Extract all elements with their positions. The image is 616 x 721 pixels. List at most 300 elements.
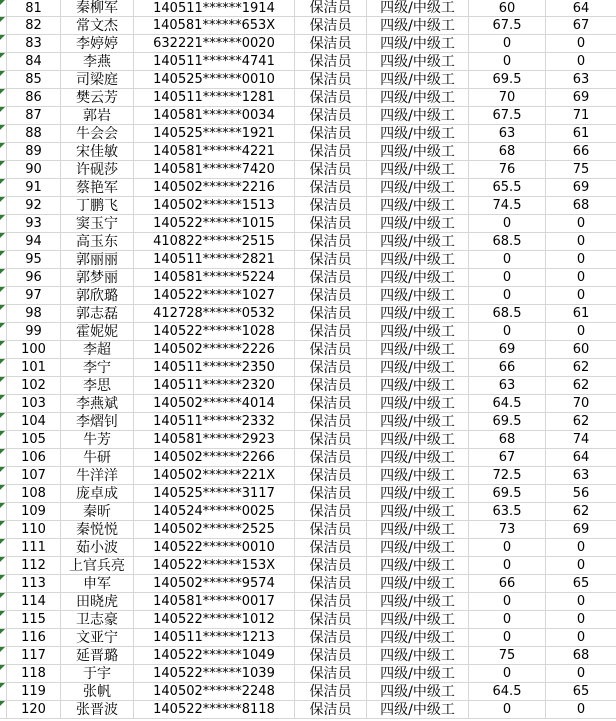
grade-level-cell[interactable]: 四级/中级工	[367, 701, 469, 718]
id-number-cell[interactable]: 140581******0017	[134, 593, 295, 610]
score1-cell[interactable]: 67	[469, 449, 546, 466]
score1-cell[interactable]: 75	[469, 647, 546, 664]
row-number-cell[interactable]: 116	[7, 629, 61, 646]
grade-level-cell[interactable]: 四级/中级工	[367, 539, 469, 556]
id-number-cell[interactable]: 140522******8118	[134, 701, 295, 718]
score1-cell[interactable]: 63.5	[469, 503, 546, 520]
score1-cell[interactable]: 68	[469, 431, 546, 448]
job-title-cell[interactable]: 保洁员	[295, 161, 367, 178]
id-number-cell[interactable]: 140581******4221	[134, 143, 295, 160]
name-cell[interactable]: 延晋璐	[61, 647, 134, 664]
score1-cell[interactable]: 60	[469, 0, 546, 16]
error-indicator-cell[interactable]	[0, 395, 7, 412]
score1-cell[interactable]: 74.5	[469, 197, 546, 214]
error-indicator-cell[interactable]	[0, 467, 7, 484]
row-number-cell[interactable]: 113	[7, 575, 61, 592]
error-indicator-cell[interactable]	[0, 35, 7, 52]
id-number-cell[interactable]: 140502******2216	[134, 179, 295, 196]
row-number-cell[interactable]: 87	[7, 107, 61, 124]
error-indicator-cell[interactable]	[0, 503, 7, 520]
grade-level-cell[interactable]: 四级/中级工	[367, 161, 469, 178]
row-number-cell[interactable]: 118	[7, 665, 61, 682]
error-indicator-cell[interactable]	[0, 341, 7, 358]
grade-level-cell[interactable]: 四级/中级工	[367, 665, 469, 682]
score2-cell[interactable]: 71	[572, 108, 590, 123]
error-indicator-cell[interactable]	[0, 197, 7, 214]
score2-cell[interactable]: 62	[572, 504, 590, 519]
id-number-cell[interactable]: 140581******0034	[134, 107, 295, 124]
name-cell[interactable]: 秦悦悦	[61, 521, 134, 538]
row-number-cell[interactable]: 115	[7, 611, 61, 628]
score1-cell[interactable]: 69	[469, 341, 546, 358]
job-title-cell[interactable]: 保洁员	[295, 53, 367, 70]
id-number-cell[interactable]: 140525******0010	[134, 71, 295, 88]
job-title-cell[interactable]: 保洁员	[295, 215, 367, 232]
job-title-cell[interactable]: 保洁员	[295, 179, 367, 196]
name-cell[interactable]: 郭岩	[61, 107, 134, 124]
name-cell[interactable]: 丁鹏飞	[61, 197, 134, 214]
score1-cell[interactable]: 0	[469, 665, 546, 682]
row-number-cell[interactable]: 91	[7, 179, 61, 196]
score2-cell[interactable]: 0	[576, 216, 586, 231]
score1-cell[interactable]: 0	[469, 611, 546, 628]
score1-cell[interactable]: 0	[469, 53, 546, 70]
score2-cell[interactable]: 61	[572, 306, 590, 321]
job-title-cell[interactable]: 保洁员	[295, 125, 367, 142]
score1-cell[interactable]: 73	[469, 521, 546, 538]
error-indicator-cell[interactable]	[0, 521, 7, 538]
row-number-cell[interactable]: 119	[7, 683, 61, 700]
name-cell[interactable]: 李宁	[61, 359, 134, 376]
error-indicator-cell[interactable]	[0, 0, 7, 16]
score2-cell[interactable]: 0	[576, 234, 586, 249]
job-title-cell[interactable]: 保洁员	[295, 359, 367, 376]
score2-cell[interactable]: 60	[572, 342, 590, 357]
name-cell[interactable]: 牛洋洋	[61, 467, 134, 484]
score2-cell[interactable]: 63	[572, 468, 590, 483]
grade-level-cell[interactable]: 四级/中级工	[367, 431, 469, 448]
grade-level-cell[interactable]: 四级/中级工	[367, 305, 469, 322]
score2-cell[interactable]: 67	[572, 18, 590, 33]
name-cell[interactable]: 李燕	[61, 53, 134, 70]
error-indicator-cell[interactable]	[0, 539, 7, 556]
error-indicator-cell[interactable]	[0, 107, 7, 124]
name-cell[interactable]: 许砚莎	[61, 161, 134, 178]
error-indicator-cell[interactable]	[0, 449, 7, 466]
row-number-cell[interactable]: 98	[7, 305, 61, 322]
score1-cell[interactable]: 72.5	[469, 467, 546, 484]
job-title-cell[interactable]: 保洁员	[295, 557, 367, 574]
id-number-cell[interactable]: 140502******2226	[134, 341, 295, 358]
error-indicator-cell[interactable]	[0, 557, 7, 574]
error-indicator-cell[interactable]	[0, 17, 7, 34]
row-number-cell[interactable]: 86	[7, 89, 61, 106]
row-number-cell[interactable]: 93	[7, 215, 61, 232]
job-title-cell[interactable]: 保洁员	[295, 341, 367, 358]
score1-cell[interactable]: 64.5	[469, 683, 546, 700]
error-indicator-cell[interactable]	[0, 575, 7, 592]
name-cell[interactable]: 郭志磊	[61, 305, 134, 322]
job-title-cell[interactable]: 保洁员	[295, 197, 367, 214]
grade-level-cell[interactable]: 四级/中级工	[367, 683, 469, 700]
score2-cell[interactable]: 0	[576, 288, 586, 303]
id-number-cell[interactable]: 140511******1281	[134, 89, 295, 106]
error-indicator-cell[interactable]	[0, 683, 7, 700]
id-number-cell[interactable]: 140525******3117	[134, 485, 295, 502]
job-title-cell[interactable]: 保洁员	[295, 377, 367, 394]
job-title-cell[interactable]: 保洁员	[295, 629, 367, 646]
job-title-cell[interactable]: 保洁员	[295, 539, 367, 556]
name-cell[interactable]: 秦柳军	[61, 0, 134, 16]
id-number-cell[interactable]: 140511******2320	[134, 377, 295, 394]
row-number-cell[interactable]: 95	[7, 251, 61, 268]
grade-level-cell[interactable]: 四级/中级工	[367, 503, 469, 520]
error-indicator-cell[interactable]	[0, 485, 7, 502]
error-indicator-cell[interactable]	[0, 413, 7, 430]
name-cell[interactable]: 霍妮妮	[61, 323, 134, 340]
name-cell[interactable]: 樊云芳	[61, 89, 134, 106]
job-title-cell[interactable]: 保洁员	[295, 665, 367, 682]
id-number-cell[interactable]: 140502******1513	[134, 197, 295, 214]
job-title-cell[interactable]: 保洁员	[295, 449, 367, 466]
name-cell[interactable]: 张晋波	[61, 701, 134, 718]
score1-cell[interactable]: 0	[469, 287, 546, 304]
error-indicator-cell[interactable]	[0, 287, 7, 304]
error-indicator-cell[interactable]	[0, 701, 7, 718]
id-number-cell[interactable]: 140502******9574	[134, 575, 295, 592]
job-title-cell[interactable]: 保洁员	[295, 17, 367, 34]
score2-cell[interactable]: 69	[572, 90, 590, 105]
row-number-cell[interactable]: 120	[7, 701, 61, 718]
job-title-cell[interactable]: 保洁员	[295, 683, 367, 700]
name-cell[interactable]: 申军	[61, 575, 134, 592]
id-number-cell[interactable]: 140522******1012	[134, 611, 295, 628]
score1-cell[interactable]: 0	[469, 539, 546, 556]
score2-cell[interactable]: 75	[572, 162, 590, 177]
id-number-cell[interactable]: 140511******1213	[134, 629, 295, 646]
error-indicator-cell[interactable]	[0, 323, 7, 340]
error-indicator-cell[interactable]	[0, 215, 7, 232]
error-indicator-cell[interactable]	[0, 593, 7, 610]
grade-level-cell[interactable]: 四级/中级工	[367, 35, 469, 52]
score2-cell[interactable]: 0	[576, 612, 586, 627]
error-indicator-cell[interactable]	[0, 251, 7, 268]
job-title-cell[interactable]: 保洁员	[295, 413, 367, 430]
id-number-cell[interactable]: 140522******1028	[134, 323, 295, 340]
score2-cell[interactable]: 0	[576, 54, 586, 69]
score2-cell[interactable]: 0	[576, 252, 586, 267]
grade-level-cell[interactable]: 四级/中级工	[367, 449, 469, 466]
error-indicator-cell[interactable]	[0, 143, 7, 160]
score1-cell[interactable]: 76	[469, 161, 546, 178]
id-number-cell[interactable]: 140502******4014	[134, 395, 295, 412]
grade-level-cell[interactable]: 四级/中级工	[367, 359, 469, 376]
name-cell[interactable]: 牛芳	[61, 431, 134, 448]
score1-cell[interactable]: 0	[469, 557, 546, 574]
grade-level-cell[interactable]: 四级/中级工	[367, 143, 469, 160]
name-cell[interactable]: 庞卓成	[61, 485, 134, 502]
grade-level-cell[interactable]: 四级/中级工	[367, 269, 469, 286]
name-cell[interactable]: 秦昕	[61, 503, 134, 520]
score1-cell[interactable]: 63	[469, 125, 546, 142]
score1-cell[interactable]: 69.5	[469, 413, 546, 430]
score1-cell[interactable]: 0	[469, 215, 546, 232]
id-number-cell[interactable]: 140522******1039	[134, 665, 295, 682]
error-indicator-cell[interactable]	[0, 305, 7, 322]
id-number-cell[interactable]: 140511******1914	[134, 0, 295, 16]
name-cell[interactable]: 李超	[61, 341, 134, 358]
row-number-cell[interactable]: 112	[7, 557, 61, 574]
grade-level-cell[interactable]: 四级/中级工	[367, 377, 469, 394]
score2-cell[interactable]: 61	[572, 126, 590, 141]
score1-cell[interactable]: 64.5	[469, 395, 546, 412]
id-number-cell[interactable]: 140511******2821	[134, 251, 295, 268]
job-title-cell[interactable]: 保洁员	[295, 89, 367, 106]
row-number-cell[interactable]: 85	[7, 71, 61, 88]
row-number-cell[interactable]: 99	[7, 323, 61, 340]
name-cell[interactable]: 卫志豪	[61, 611, 134, 628]
id-number-cell[interactable]: 140502******221X	[134, 467, 295, 484]
id-number-cell[interactable]: 632221******0020	[134, 35, 295, 52]
name-cell[interactable]: 牛研	[61, 449, 134, 466]
score1-cell[interactable]: 0	[469, 35, 546, 52]
job-title-cell[interactable]: 保洁员	[295, 701, 367, 718]
row-number-cell[interactable]: 110	[7, 521, 61, 538]
score2-cell[interactable]: 69	[572, 522, 590, 537]
grade-level-cell[interactable]: 四级/中级工	[367, 593, 469, 610]
id-number-cell[interactable]: 140581******7420	[134, 161, 295, 178]
job-title-cell[interactable]: 保洁员	[295, 251, 367, 268]
score1-cell[interactable]: 63	[469, 377, 546, 394]
score2-cell[interactable]: 69	[572, 180, 590, 195]
job-title-cell[interactable]: 保洁员	[295, 107, 367, 124]
name-cell[interactable]: 田晓虎	[61, 593, 134, 610]
row-number-cell[interactable]: 117	[7, 647, 61, 664]
name-cell[interactable]: 牛会会	[61, 125, 134, 142]
name-cell[interactable]: 郭丽丽	[61, 251, 134, 268]
name-cell[interactable]: 窦玉宁	[61, 215, 134, 232]
name-cell[interactable]: 上官兵亮	[61, 557, 134, 574]
row-number-cell[interactable]: 106	[7, 449, 61, 466]
error-indicator-cell[interactable]	[0, 125, 7, 142]
row-number-cell[interactable]: 100	[7, 341, 61, 358]
name-cell[interactable]: 于宇	[61, 665, 134, 682]
error-indicator-cell[interactable]	[0, 53, 7, 70]
score1-cell[interactable]: 0	[469, 701, 546, 718]
id-number-cell[interactable]: 410822******2515	[134, 233, 295, 250]
score2-cell[interactable]: 62	[572, 378, 590, 393]
row-number-cell[interactable]: 92	[7, 197, 61, 214]
score2-cell[interactable]: 0	[576, 36, 586, 51]
grade-level-cell[interactable]: 四级/中级工	[367, 413, 469, 430]
id-number-cell[interactable]: 140502******2248	[134, 683, 295, 700]
error-indicator-cell[interactable]	[0, 377, 7, 394]
score2-cell[interactable]: 63	[572, 72, 590, 87]
grade-level-cell[interactable]: 四级/中级工	[367, 287, 469, 304]
score2-cell[interactable]: 65	[572, 684, 590, 699]
grade-level-cell[interactable]: 四级/中级工	[367, 53, 469, 70]
score2-cell[interactable]: 0	[576, 630, 586, 645]
score1-cell[interactable]: 70	[469, 89, 546, 106]
score1-cell[interactable]: 68.5	[469, 305, 546, 322]
name-cell[interactable]: 李熠钊	[61, 413, 134, 430]
grade-level-cell[interactable]: 四级/中级工	[367, 107, 469, 124]
job-title-cell[interactable]: 保洁员	[295, 323, 367, 340]
grade-level-cell[interactable]: 四级/中级工	[367, 395, 469, 412]
grade-level-cell[interactable]: 四级/中级工	[367, 197, 469, 214]
id-number-cell[interactable]: 140511******2350	[134, 359, 295, 376]
grade-level-cell[interactable]: 四级/中级工	[367, 125, 469, 142]
score2-cell[interactable]: 0	[576, 324, 586, 339]
id-number-cell[interactable]: 140522******153X	[134, 557, 295, 574]
score2-cell[interactable]: 0	[576, 594, 586, 609]
name-cell[interactable]: 茹小波	[61, 539, 134, 556]
score1-cell[interactable]: 69.5	[469, 485, 546, 502]
score2-cell[interactable]: 70	[572, 396, 590, 411]
id-number-cell[interactable]: 412728******0532	[134, 305, 295, 322]
grade-level-cell[interactable]: 四级/中级工	[367, 485, 469, 502]
id-number-cell[interactable]: 140522******1027	[134, 287, 295, 304]
score1-cell[interactable]: 68	[469, 143, 546, 160]
score1-cell[interactable]: 0	[469, 251, 546, 268]
job-title-cell[interactable]: 保洁员	[295, 305, 367, 322]
row-number-cell[interactable]: 104	[7, 413, 61, 430]
error-indicator-cell[interactable]	[0, 71, 7, 88]
job-title-cell[interactable]: 保洁员	[295, 431, 367, 448]
job-title-cell[interactable]: 保洁员	[295, 611, 367, 628]
id-number-cell[interactable]: 140524******0025	[134, 503, 295, 520]
score2-cell[interactable]: 62	[572, 360, 590, 375]
score2-cell[interactable]: 62	[572, 414, 590, 429]
error-indicator-cell[interactable]	[0, 233, 7, 250]
id-number-cell[interactable]: 140581******2923	[134, 431, 295, 448]
score1-cell[interactable]: 65.5	[469, 179, 546, 196]
score2-cell[interactable]: 56	[572, 486, 590, 501]
job-title-cell[interactable]: 保洁员	[295, 575, 367, 592]
job-title-cell[interactable]: 保洁员	[295, 233, 367, 250]
id-number-cell[interactable]: 140525******1921	[134, 125, 295, 142]
name-cell[interactable]: 文亚宁	[61, 629, 134, 646]
score2-cell[interactable]: 0	[576, 666, 586, 681]
name-cell[interactable]: 常文杰	[61, 17, 134, 34]
name-cell[interactable]: 李燕斌	[61, 395, 134, 412]
row-number-cell[interactable]: 103	[7, 395, 61, 412]
score1-cell[interactable]: 67.5	[469, 17, 546, 34]
grade-level-cell[interactable]: 四级/中级工	[367, 575, 469, 592]
grade-level-cell[interactable]: 四级/中级工	[367, 0, 469, 16]
name-cell[interactable]: 司梁庭	[61, 71, 134, 88]
job-title-cell[interactable]: 保洁员	[295, 269, 367, 286]
id-number-cell[interactable]: 140502******2525	[134, 521, 295, 538]
grade-level-cell[interactable]: 四级/中级工	[367, 71, 469, 88]
grade-level-cell[interactable]: 四级/中级工	[367, 89, 469, 106]
error-indicator-cell[interactable]	[0, 665, 7, 682]
row-number-cell[interactable]: 81	[7, 0, 61, 16]
name-cell[interactable]: 宋佳敏	[61, 143, 134, 160]
score1-cell[interactable]: 0	[469, 593, 546, 610]
grade-level-cell[interactable]: 四级/中级工	[367, 467, 469, 484]
row-number-cell[interactable]: 101	[7, 359, 61, 376]
error-indicator-cell[interactable]	[0, 359, 7, 376]
grade-level-cell[interactable]: 四级/中级工	[367, 557, 469, 574]
error-indicator-cell[interactable]	[0, 161, 7, 178]
name-cell[interactable]: 高玉东	[61, 233, 134, 250]
id-number-cell[interactable]: 140581******653X	[134, 17, 295, 34]
job-title-cell[interactable]: 保洁员	[295, 0, 367, 16]
row-number-cell[interactable]: 111	[7, 539, 61, 556]
grade-level-cell[interactable]: 四级/中级工	[367, 179, 469, 196]
job-title-cell[interactable]: 保洁员	[295, 503, 367, 520]
error-indicator-cell[interactable]	[0, 179, 7, 196]
score2-cell[interactable]: 65	[572, 576, 590, 591]
job-title-cell[interactable]: 保洁员	[295, 485, 367, 502]
grade-level-cell[interactable]: 四级/中级工	[367, 341, 469, 358]
row-number-cell[interactable]: 109	[7, 503, 61, 520]
id-number-cell[interactable]: 140502******2266	[134, 449, 295, 466]
error-indicator-cell[interactable]	[0, 611, 7, 628]
name-cell[interactable]: 李婷婷	[61, 35, 134, 52]
error-indicator-cell[interactable]	[0, 269, 7, 286]
id-number-cell[interactable]: 140522******1015	[134, 215, 295, 232]
row-number-cell[interactable]: 114	[7, 593, 61, 610]
score2-cell[interactable]: 66	[572, 144, 590, 159]
score2-cell[interactable]: 74	[572, 432, 590, 447]
job-title-cell[interactable]: 保洁员	[295, 143, 367, 160]
score1-cell[interactable]: 69.5	[469, 71, 546, 88]
score1-cell[interactable]: 68.5	[469, 233, 546, 250]
grade-level-cell[interactable]: 四级/中级工	[367, 233, 469, 250]
row-number-cell[interactable]: 89	[7, 143, 61, 160]
row-number-cell[interactable]: 82	[7, 17, 61, 34]
row-number-cell[interactable]: 102	[7, 377, 61, 394]
name-cell[interactable]: 郭梦丽	[61, 269, 134, 286]
score2-cell[interactable]: 68	[572, 198, 590, 213]
grade-level-cell[interactable]: 四级/中级工	[367, 323, 469, 340]
row-number-cell[interactable]: 96	[7, 269, 61, 286]
name-cell[interactable]: 蔡艳军	[61, 179, 134, 196]
job-title-cell[interactable]: 保洁员	[295, 593, 367, 610]
row-number-cell[interactable]: 97	[7, 287, 61, 304]
id-number-cell[interactable]: 140522******1049	[134, 647, 295, 664]
name-cell[interactable]: 李思	[61, 377, 134, 394]
score2-cell[interactable]: 0	[576, 540, 586, 555]
name-cell[interactable]: 郭欣璐	[61, 287, 134, 304]
job-title-cell[interactable]: 保洁员	[295, 647, 367, 664]
score1-cell[interactable]: 66	[469, 359, 546, 376]
error-indicator-cell[interactable]	[0, 431, 7, 448]
row-number-cell[interactable]: 94	[7, 233, 61, 250]
row-number-cell[interactable]: 108	[7, 485, 61, 502]
row-number-cell[interactable]: 107	[7, 467, 61, 484]
error-indicator-cell[interactable]	[0, 629, 7, 646]
row-number-cell[interactable]: 88	[7, 125, 61, 142]
row-number-cell[interactable]: 83	[7, 35, 61, 52]
score2-cell[interactable]: 0	[576, 270, 586, 285]
id-number-cell[interactable]: 140511******2332	[134, 413, 295, 430]
score1-cell[interactable]: 0	[469, 269, 546, 286]
id-number-cell[interactable]: 140522******0010	[134, 539, 295, 556]
row-number-cell[interactable]: 90	[7, 161, 61, 178]
score1-cell[interactable]: 0	[469, 323, 546, 340]
name-cell[interactable]: 张帆	[61, 683, 134, 700]
grade-level-cell[interactable]: 四级/中级工	[367, 251, 469, 268]
job-title-cell[interactable]: 保洁员	[295, 395, 367, 412]
score1-cell[interactable]: 67.5	[469, 107, 546, 124]
grade-level-cell[interactable]: 四级/中级工	[367, 611, 469, 628]
error-indicator-cell[interactable]	[0, 647, 7, 664]
score2-cell[interactable]: 0	[576, 558, 586, 573]
job-title-cell[interactable]: 保洁员	[295, 287, 367, 304]
